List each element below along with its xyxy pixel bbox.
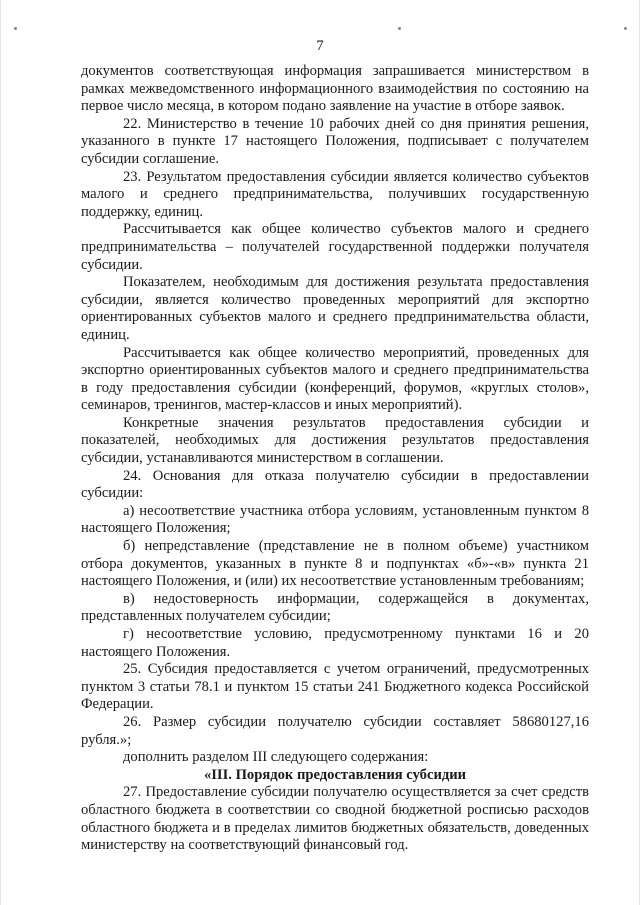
- paragraph: 23. Результатом предоставления субсидии является количество субъектов малого и среднего предпринимательства, получивших государственную поддержку, единиц.: [81, 168, 589, 220]
- scan-mark: [398, 27, 401, 30]
- paragraph: Показателем, необходимым для достижения результата предоставления субсидии, является количество проведенных мероприятий для экспортно ориентированных субъектов малого и среднего предпринимательства области, единиц.: [81, 274, 589, 343]
- page-number: 7: [316, 38, 324, 54]
- page-left-edge: [0, 0, 1, 905]
- list-item: в) недостоверность информации, содержащейся в документах, представленных получателем субсидии;: [81, 590, 589, 625]
- list-item: б) непредставление (представление не в полном объеме) участником отбора документов, указанных в пункте 8 и подпунктах «б»-«в» пункта 21 настоящего Положения, и (или) их несоответствие установленным требованиям;: [81, 538, 589, 590]
- list-item: а) несоответствие участника отбора условиям, установленным пунктом 8 настоящего Положения;: [81, 502, 589, 537]
- scan-mark: [14, 27, 17, 30]
- paragraph: 25. Субсидия предоставляется с учетом ограничений, предусмотренных пунктом 3 статьи 78.1 и пунктом 15 статьи 241 Бюджетного кодекса Российской Федерации.: [81, 661, 589, 713]
- paragraph: 22. Министерство в течение 10 рабочих дней со дня принятия решения, указанного в пункте 17 настоящего Положения, подписывает с получателем субсидии соглашение.: [81, 115, 589, 167]
- paragraph: дополнить разделом III следующего содержания:: [123, 749, 429, 766]
- document-body: [81, 63, 589, 855]
- paragraph: Конкретные значения результатов предоставления субсидии и показателей, необходимых для достижения результатов предоставления субсидии, устанавливаются министерством в соглашении.: [81, 414, 589, 467]
- paragraph: 26. Размер субсидии получателю субсидии составляет 58680127,16 рубля.»;: [81, 713, 589, 748]
- scan-mark: [624, 27, 627, 30]
- paragraph: Рассчитывается как общее количество субъектов малого и среднего предпринимательства – получателей государственной поддержки получателя субсидии.: [81, 221, 589, 273]
- list-item: г) несоответствие условию, предусмотренному пунктами 16 и 20 настоящего Положения.: [81, 626, 589, 660]
- paragraph: 27. Предоставление субсидии получателю осуществляется за счет средств областного бюджета в соответствии со сводной бюджетной росписью расходов областного бюджета и в пределах лимитов бюджетных обязательств, доведенных министерству на соответствующий финансовый год.: [81, 784, 589, 854]
- paragraph: Рассчитывается как общее количество мероприятий, проведенных для экспортно ориентированных субъектов малого и среднего предпринимательства в году предоставления субсидии (конференций, форумов, «круглых столов», семинаров, тренингов, мастер-классов и иных мероприятий).: [81, 344, 589, 414]
- paragraph: 24. Основания для отказа получателю субсидии в предоставлении субсидии:: [81, 467, 589, 502]
- paragraph: документов соответствующая информация запрашивается министерством в рамках межведомственного информационного взаимодействия по состоянию на первое число месяца, в котором подано заявление на участие в отборе заявок.: [81, 63, 589, 115]
- section-heading: «III. Порядок предоставления субсидии: [203, 766, 467, 783]
